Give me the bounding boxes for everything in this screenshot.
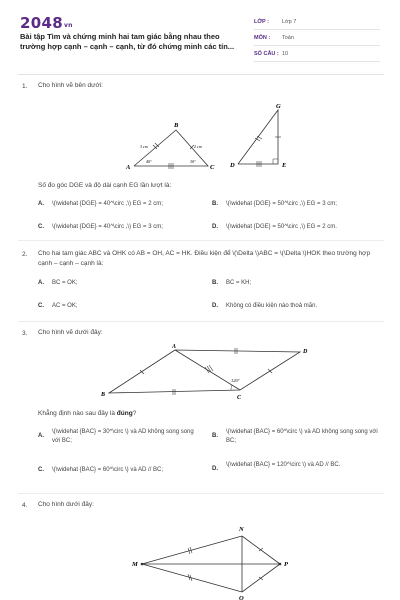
option-text: BC = OK; xyxy=(52,280,78,286)
option-d[interactable] xyxy=(212,302,317,311)
label-c: C xyxy=(237,395,242,401)
option-text: BC = KH; xyxy=(226,280,252,286)
prompt-emphasis: đúng xyxy=(116,410,133,417)
meta-key: MÔN : xyxy=(254,34,271,41)
question-number: 2. xyxy=(22,251,28,258)
prompt-post: ? xyxy=(132,410,137,417)
parallelogram-abcd xyxy=(109,350,300,393)
question-number: 1. xyxy=(22,83,28,90)
label-n: N xyxy=(239,526,244,533)
q4-figure xyxy=(130,520,300,600)
q1-figure xyxy=(120,100,310,172)
segment-np xyxy=(242,536,280,564)
option-a[interactable] xyxy=(38,200,163,209)
label-g: G xyxy=(276,103,281,110)
triangle-deg xyxy=(238,110,278,164)
option-c[interactable] xyxy=(38,302,78,311)
meta-value: Lớp 7 xyxy=(282,18,297,25)
option-label: C. xyxy=(38,303,44,309)
segment-mn xyxy=(142,536,242,564)
logo-text: 2048 xyxy=(20,14,63,32)
option-b[interactable] xyxy=(212,279,251,288)
question-number: 4. xyxy=(22,502,28,509)
question-text: Cho hình vẽ bên dưới: xyxy=(38,82,103,89)
page-header xyxy=(0,0,400,70)
question-text: Cho hai tam giác ABC và OHK có AB = OH, AC = HK. Điều kiện để \(\Delta \)ABC = \(\Delta \)HOK theo trường hợp cạnh – cạnh – cạnh là: xyxy=(38,250,371,267)
option-a[interactable] xyxy=(38,279,78,288)
label-ab: 3 cm xyxy=(140,144,148,149)
option-text: Không có điều kiện nào thoả mãn. xyxy=(226,303,318,309)
label-d: D xyxy=(230,162,235,169)
diagonal-ac xyxy=(175,350,240,390)
label-b: B xyxy=(101,392,106,398)
label-q: Q xyxy=(239,595,244,600)
document-title: Bài tập Tìm và chứng minh hai tam giác bằng nhau theo trường hợp cạnh – cạnh – cạnh, từ đó chứng minh các tín... xyxy=(20,32,235,51)
segment-qp xyxy=(242,564,280,592)
label-m: M xyxy=(132,561,138,568)
meta-key: LỚP : xyxy=(254,18,269,25)
option-label: D. xyxy=(212,466,218,472)
question-number: 3. xyxy=(22,330,28,337)
option-d[interactable] xyxy=(212,223,337,232)
option-label: C. xyxy=(38,467,44,473)
option-label: B. xyxy=(212,201,218,207)
option-label: A. xyxy=(38,433,44,439)
label-a: A xyxy=(126,164,131,171)
meta-key: SỐ CÂU : xyxy=(254,50,279,57)
option-text: \(\widehat {BAC} = 60^\circ \) và AD không song song với BC; xyxy=(226,429,378,444)
label-angle-c: 30° xyxy=(190,159,196,164)
option-text: \(\widehat {DGE} = 50^\circ ,\) EG = 2 cm. xyxy=(226,224,337,230)
label-p: P xyxy=(284,561,288,568)
option-label: B. xyxy=(212,433,218,439)
question-text: Cho hình dưới đây: xyxy=(38,501,94,508)
question-text: Cho hình vẽ dưới đây: xyxy=(38,329,103,336)
q3-figure xyxy=(95,342,325,402)
option-a[interactable] xyxy=(38,428,198,446)
question-prompt: Số đo góc DGE và độ dài cạnh EG lần lượt là: xyxy=(38,182,172,189)
option-c[interactable] xyxy=(38,223,163,232)
option-text: \(\widehat {BAC} = 30^\circ \) và AD không song song với BC; xyxy=(52,429,194,444)
label-c: C xyxy=(210,164,215,171)
site-logo[interactable] xyxy=(20,14,73,32)
option-label: D. xyxy=(212,303,218,309)
question-prompt xyxy=(38,409,136,419)
label-a: A xyxy=(172,344,177,350)
meta-table xyxy=(254,14,380,62)
option-c[interactable] xyxy=(38,466,163,475)
option-label: D. xyxy=(212,224,218,230)
option-label: A. xyxy=(38,280,44,286)
label-angle: 120° xyxy=(231,378,240,383)
option-text: \(\widehat {DGE} = 50^\circ ,\) EG = 3 cm; xyxy=(226,201,337,207)
label-d: D xyxy=(303,349,308,355)
option-text: AC = OK; xyxy=(52,303,78,309)
question-divider xyxy=(18,493,384,494)
option-b[interactable] xyxy=(212,428,382,446)
label-bc: 2 cm xyxy=(194,144,202,149)
meta-row-subject xyxy=(254,30,380,46)
option-label: C. xyxy=(38,224,44,230)
meta-row-count xyxy=(254,46,380,62)
label-b: B xyxy=(174,122,179,129)
option-text: \(\widehat {DGE} = 40^\circ ,\) EG = 3 cm; xyxy=(52,224,163,230)
option-text: \(\widehat {DGE} = 40^\circ ,\) EG = 2 cm; xyxy=(52,201,163,207)
option-d[interactable] xyxy=(212,461,382,474)
option-label: B. xyxy=(212,280,218,286)
option-text: \(\widehat {BAC} = 120^\circ \) và AD // BC. xyxy=(226,462,341,468)
option-b[interactable] xyxy=(212,200,337,209)
logo-suffix: vn xyxy=(63,22,73,29)
header-divider xyxy=(18,74,384,75)
prompt-pre: Khẳng định nào sau đây là xyxy=(38,410,117,417)
question-divider xyxy=(18,240,384,241)
segment-mq xyxy=(142,564,242,592)
option-text: \(\widehat {BAC} = 60^\circ \) và AD // BC; xyxy=(52,467,164,473)
label-angle-a: 40° xyxy=(146,159,152,164)
question-divider xyxy=(18,321,384,322)
option-label: A. xyxy=(38,201,44,207)
label-e: E xyxy=(282,162,287,169)
meta-row-class xyxy=(254,14,380,30)
meta-value: 10 xyxy=(282,50,289,57)
meta-value: Toán xyxy=(282,34,294,41)
